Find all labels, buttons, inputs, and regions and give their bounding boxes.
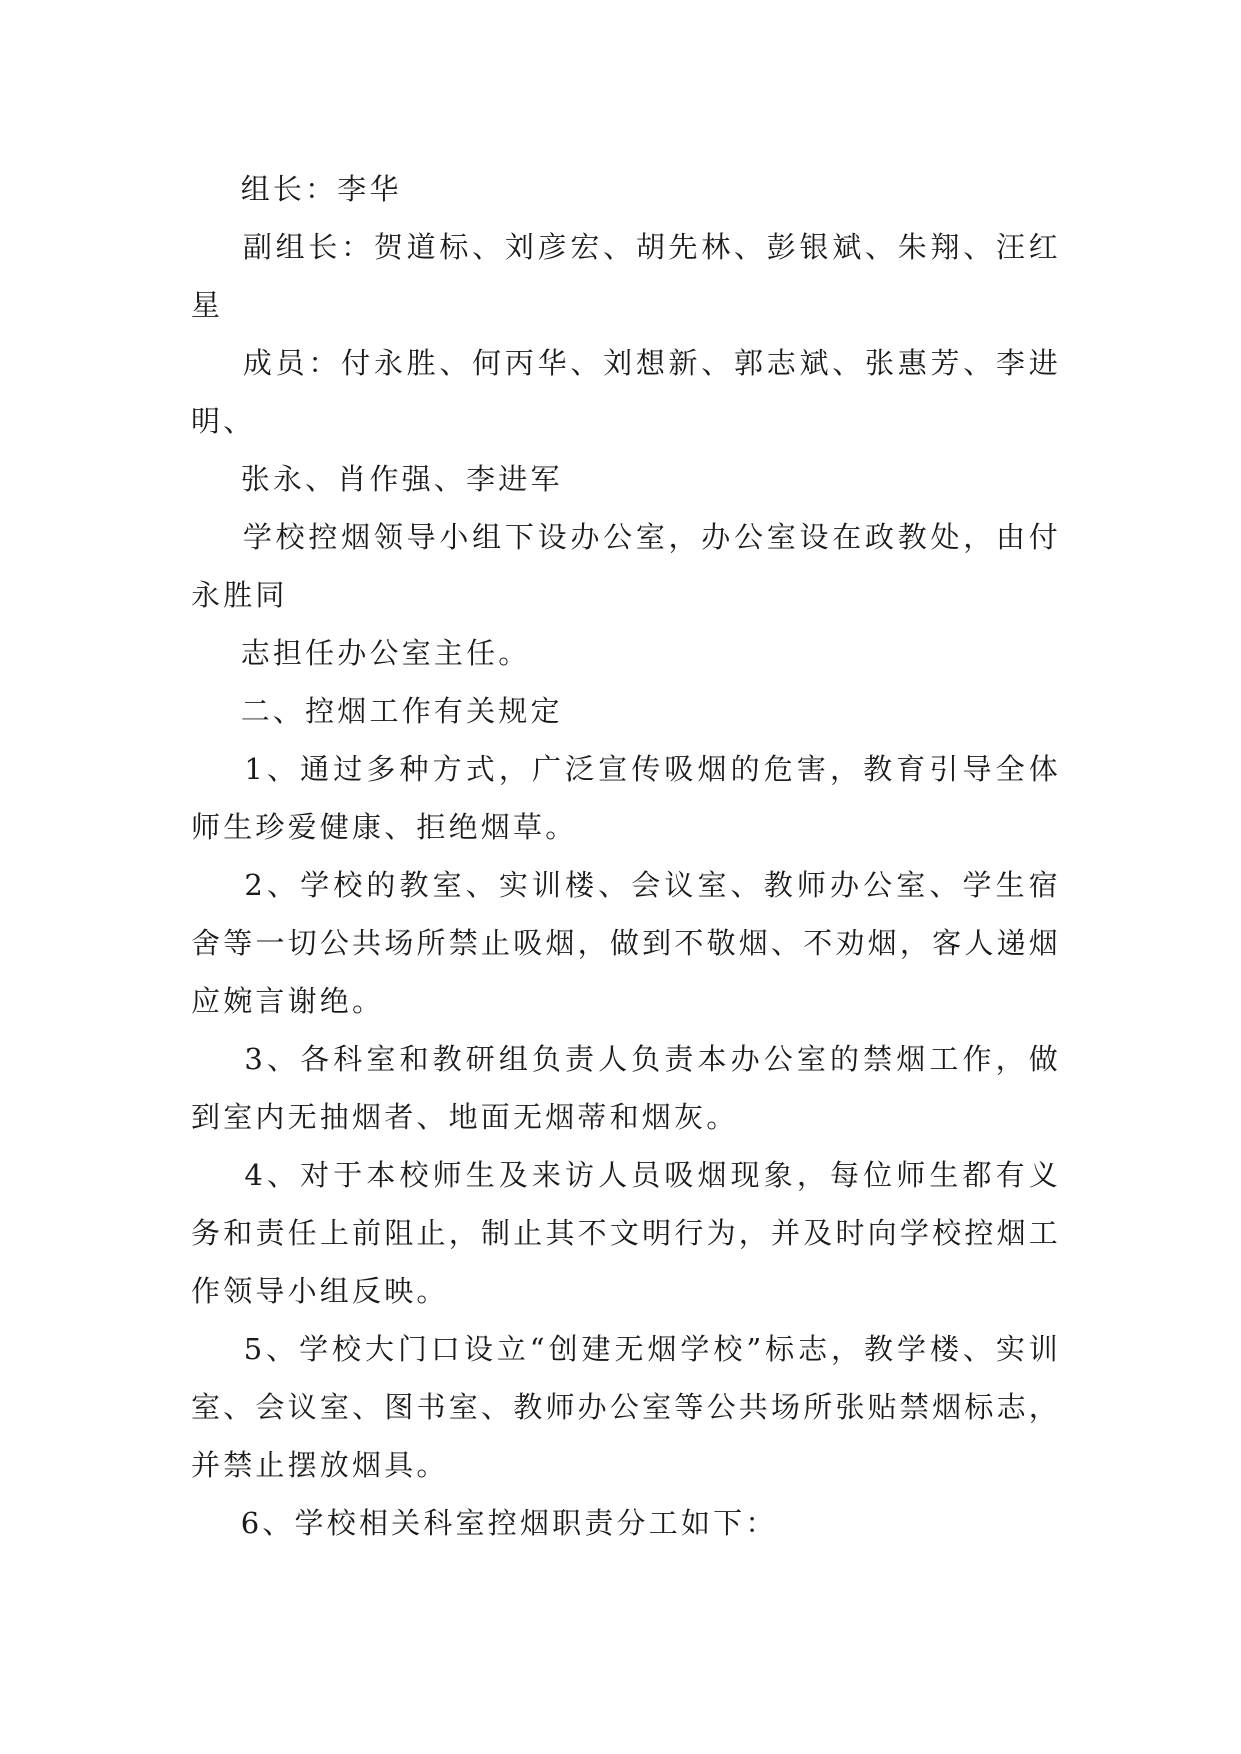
rule-3: 3、各科室和教研组负责人负责本办公室的禁烟工作，做到室内无抽烟者、地面无烟蒂和烟灰。 [191, 1042, 1061, 1134]
paragraph-members-continued: 张永、肖作强、李进军 [191, 462, 563, 496]
section-heading-regulations: 二、控烟工作有关规定 [191, 694, 563, 728]
rule-1: 1、通过多种方式，广泛宣传吸烟的危害，教育引导全体师生珍爱健康、拒绝烟草。 [191, 752, 1061, 844]
paragraph-group-leader: 组长：李华 [191, 172, 402, 206]
rule-4: 4、对于本校师生及来访人员吸烟现象，每位师生都有义务和责任上前阻止，制止其不文明行为，并及时向学校控烟工作领导小组反映。 [191, 1158, 1061, 1308]
paragraph-deputy-leaders: 副组长：贺道标、刘彦宏、胡先林、彭银斌、朱翔、汪红星 [191, 230, 1061, 322]
document-body [191, 160, 1061, 1552]
paragraph-members: 成员：付永胜、何丙华、刘想新、郭志斌、张惠芳、李进明、 [191, 346, 1061, 438]
rule-2: 2、学校的教室、实训楼、会议室、教师办公室、学生宿舍等一切公共场所禁止吸烟，做到不敬烟、不劝烟，客人递烟应婉言谢绝。 [191, 868, 1061, 1018]
rule-5: 5、学校大门口设立“创建无烟学校”标志，教学楼、实训室、会议室、图书室、教师办公室等公共场所张贴禁烟标志，并禁止摆放烟具。 [191, 1332, 1061, 1482]
paragraph-office: 学校控烟领导小组下设办公室，办公室设在政教处，由付永胜同 [191, 520, 1061, 612]
rule-6: 6、学校相关科室控烟职责分工如下： [191, 1506, 778, 1540]
paragraph-office-director: 志担任办公室主任。 [191, 636, 531, 670]
